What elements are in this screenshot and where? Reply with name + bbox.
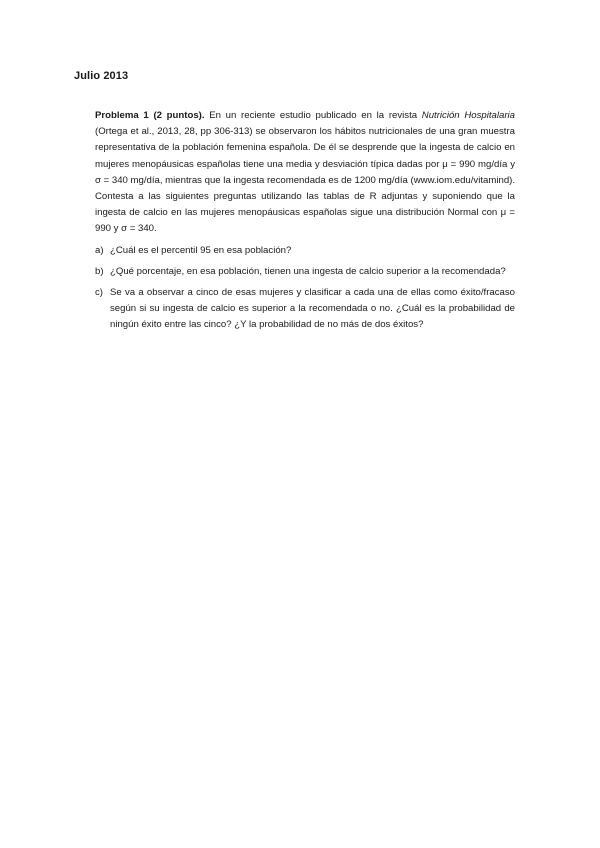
problem-intro-part2: (Ortega et al., 2013, 28, pp 306-313) se observaron los hábitos nutricionales de una gran muestra representativa de la población femenina española. De él se desprende que la ingesta de calcio en mujeres menopáusicas españolas tiene una media y desviación típica dadas por μ = 990 mg/día y σ = 340 mg/día, mientras que la ingesta recomendada es de 1200 mg/día (www.iom.edu/vitamind). Contesta a las siguientes preguntas utilizando las tablas de R adjuntas y suponiendo que la ingesta de calcio en las mujeres menopáusicas españolas sigue una distribución Normal con μ = 990 y σ = 340.: [95, 126, 516, 235]
problem-label: Problema 1 (2 puntos).: [95, 110, 205, 121]
page-title: Julio 2013: [74, 70, 129, 82]
question-letter: c): [95, 287, 103, 299]
problem-block: [95, 108, 515, 339]
question-letter: a): [95, 244, 104, 256]
question-text: ¿Qué porcentaje, en esa población, tienen una ingesta de calcio superior a la recomendada?: [110, 265, 506, 277]
question-letter: b): [95, 265, 104, 277]
question-b: [95, 264, 515, 280]
question-text: ¿Cuál es el percentil 95 en esa población?: [110, 244, 292, 256]
question-a: [95, 243, 515, 259]
journal-name: Nutrición Hospitalaria: [421, 110, 515, 121]
question-c: [95, 285, 515, 334]
problem-statement: [95, 108, 515, 238]
problem-intro-part1: En un reciente estudio publicado en la revista: [204, 110, 422, 121]
question-text: Se va a observar a cinco de esas mujeres y clasificar a cada una de ellas como éxito/fracaso según si su ingesta de calcio es superior a la recomendada o no. ¿Cuál es la probabilidad de ningún éxito entre las cinco? ¿Y la probabilidad de no más de dos éxitos?: [110, 287, 515, 331]
